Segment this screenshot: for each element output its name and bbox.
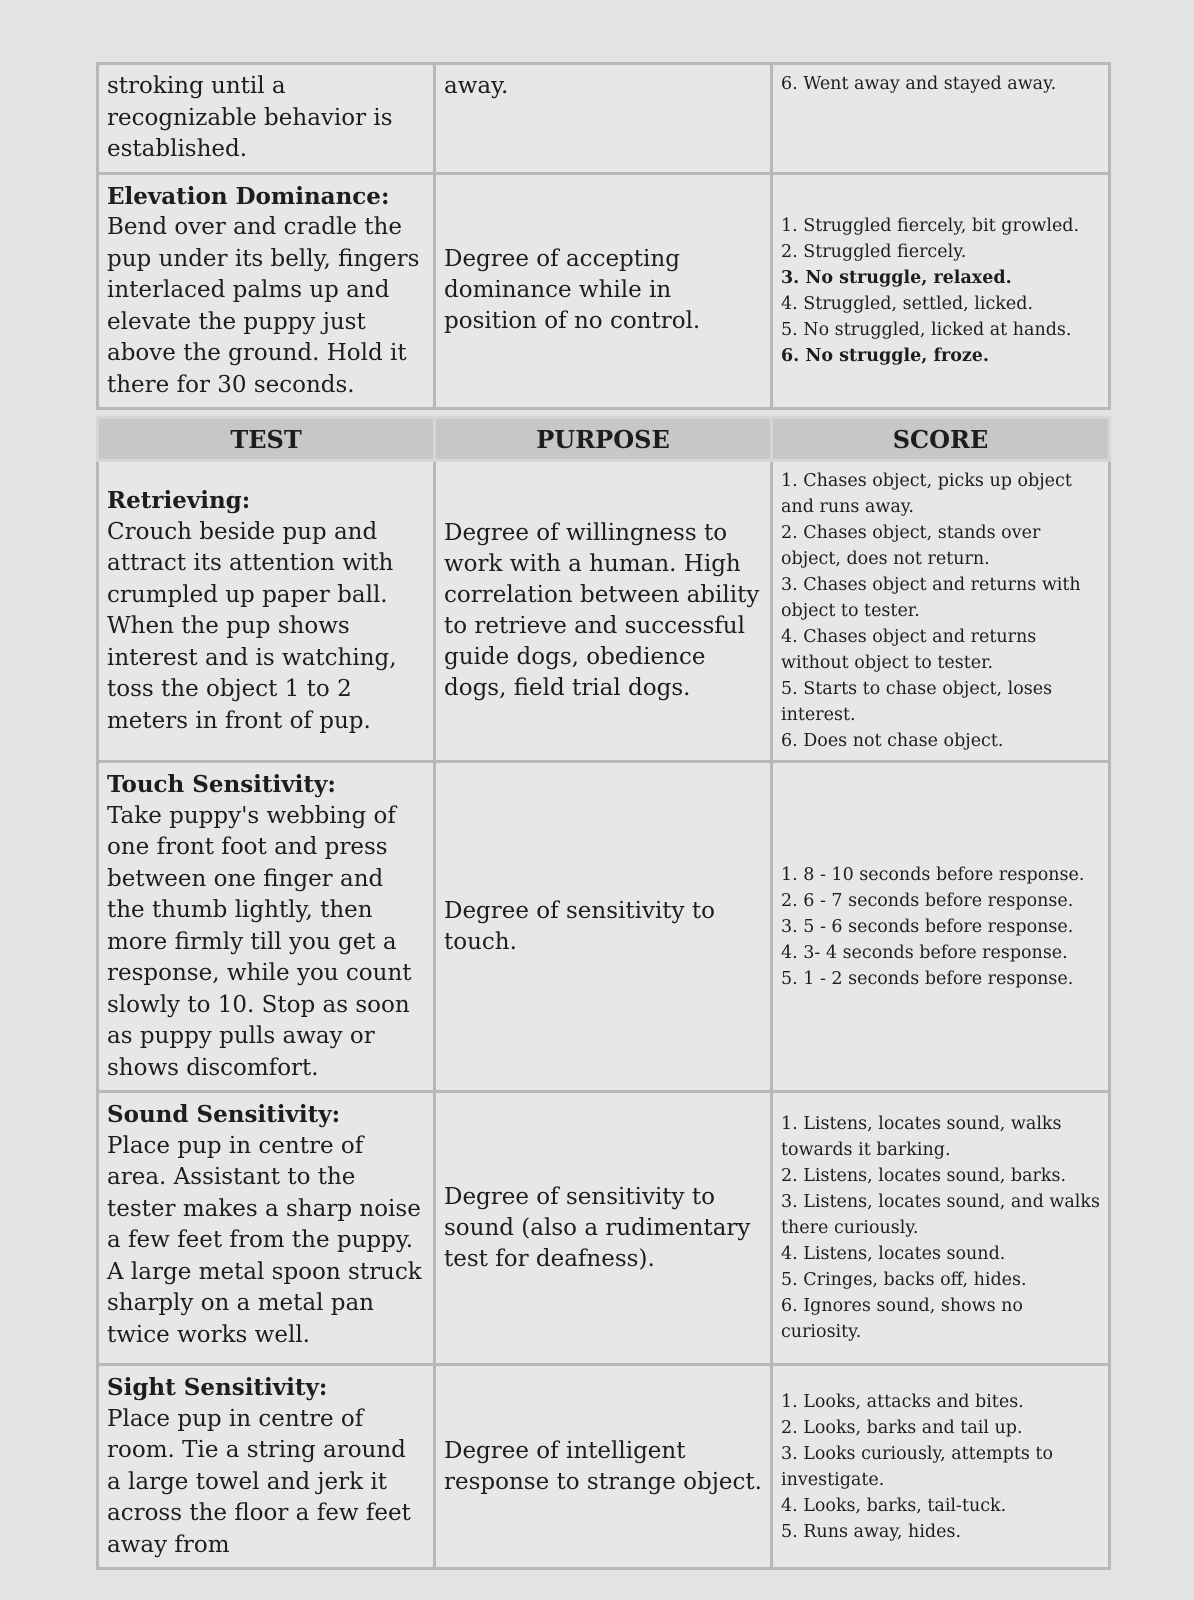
score-list — [781, 468, 1100, 754]
score-item: 1. Listens, locates sound, walks towards it barking. — [781, 1114, 1062, 1160]
test-cell — [98, 1092, 435, 1365]
test-description: Bend over and cradle the pup under its belly, fingers interlaced palms up and elevate the puppy just above the ground. Hold it there for 30 seconds. — [107, 214, 420, 398]
test-title: Sight Sensitivity: — [107, 1374, 328, 1401]
score-cell — [772, 64, 1110, 174]
test-description: Crouch beside pup and attract its attention with crumpled up paper ball. When the pup shows interest and is watching, toss the object 1 to 2 meters in front of pup. — [107, 518, 397, 734]
header-purpose: PURPOSE — [435, 418, 772, 461]
score-item: 6. Ignores sound, shows no curiosity. — [781, 1296, 1023, 1342]
score-item: 2. Looks, barks and tail up. — [781, 1417, 1023, 1438]
score-item: 4. 3- 4 seconds before response. — [781, 942, 1068, 963]
score-item: 2. Chases object, stands over object, does not return. — [781, 523, 1041, 569]
score-item: 3. Listens, locates sound, and walks there curiously. — [781, 1192, 1100, 1238]
test-description: stroking until a recognizable behavior is established. — [107, 73, 393, 162]
score-item: 2. Struggled fiercely. — [781, 241, 967, 262]
score-list — [781, 1111, 1100, 1345]
score-cell — [772, 461, 1110, 762]
score-cell — [772, 1365, 1110, 1569]
test-title: Sound Sensitivity: — [107, 1101, 341, 1128]
purpose-cell: away. — [435, 64, 772, 174]
score-item: 3. 5 - 6 seconds before response. — [781, 916, 1074, 937]
table-row — [98, 461, 1110, 762]
score-item: 5. Runs away, hides. — [781, 1521, 962, 1542]
table-header-row — [98, 418, 1110, 461]
score-list — [781, 71, 1100, 97]
table-row — [98, 64, 1110, 174]
puppy-test-table — [96, 62, 1111, 1570]
score-list — [781, 862, 1100, 992]
table-row — [98, 762, 1110, 1092]
test-cell — [98, 1365, 435, 1569]
score-item: 4. Looks, barks, tail-tuck. — [781, 1495, 1007, 1516]
test-cell — [98, 461, 435, 762]
score-item: 5. 1 - 2 seconds before response. — [781, 968, 1074, 989]
test-cell — [98, 173, 435, 409]
purpose-cell: Degree of accepting dominance while in position of no control. — [435, 173, 772, 409]
score-list — [781, 213, 1100, 369]
score-item: 4. Struggled, settled, licked. — [781, 293, 1034, 314]
score-item: 2. 6 - 7 seconds before response. — [781, 890, 1074, 911]
purpose-cell: Degree of sensitivity to sound (also a rudimentary test for deafness). — [435, 1092, 772, 1365]
score-cell — [772, 762, 1110, 1092]
score-list — [781, 1389, 1100, 1545]
table-row — [98, 173, 1110, 409]
score-item-highlighted: 6. No struggle, froze. — [781, 345, 990, 366]
test-description: Place pup in centre of room. Tie a string around a large towel and jerk it across the floor a few feet away from — [107, 1405, 411, 1558]
test-cell — [98, 762, 435, 1092]
score-item: 1. Chases object, picks up object and runs away. — [781, 471, 1072, 517]
score-item: 1. 8 - 10 seconds before response. — [781, 864, 1085, 885]
score-item: 5. No struggled, licked at hands. — [781, 319, 1072, 340]
header-test: TEST — [98, 418, 435, 461]
score-cell — [772, 173, 1110, 409]
document-page — [96, 62, 1108, 1570]
test-cell — [98, 64, 435, 174]
test-description: Place pup in centre of area. Assistant to the tester makes a sharp noise a few feet from the puppy. A large metal spoon struck sharply on a metal pan twice works well. — [107, 1132, 422, 1348]
score-item: 4. Chases object and returns without object to tester. — [781, 627, 1037, 673]
score-item: 3. Looks curiously, attempts to investigate. — [781, 1443, 1054, 1490]
purpose-cell: Degree of sensitivity to touch. — [435, 762, 772, 1092]
purpose-cell: Degree of willingness to work with a human. High correlation between ability to retrieve and successful guide dogs, obedience dogs, field trial dogs. — [435, 461, 772, 762]
test-title: Retrieving: — [107, 487, 251, 514]
score-item: 2. Listens, locates sound, barks. — [781, 1166, 1067, 1186]
score-item: 5. Cringes, backs off, hides. — [781, 1270, 1027, 1290]
table-row — [98, 1092, 1110, 1365]
purpose-cell: Degree of intelligent response to strange object. — [435, 1365, 772, 1569]
score-cell — [772, 1092, 1110, 1365]
score-item: 1. Looks, attacks and bites. — [781, 1391, 1024, 1412]
test-title: Elevation Dominance: — [107, 182, 390, 210]
table-row — [98, 1365, 1110, 1569]
test-title: Touch Sensitivity: — [107, 771, 336, 798]
score-item: 4. Listens, locates sound. — [781, 1244, 1006, 1264]
score-item: 6. Went away and stayed away. — [781, 74, 1057, 94]
test-description: Take puppy's webbing of one front foot and press between one finger and the thumb lightly, then more firmly till you get a response, while you count slowly to 10. Stop as soon as puppy pulls away or shows discomfort. — [107, 802, 412, 1081]
score-item-highlighted: 3. No struggle, relaxed. — [781, 267, 1012, 288]
header-score: SCORE — [772, 418, 1110, 461]
score-item: 3. Chases object and returns with object to tester. — [781, 575, 1081, 621]
score-item: 1. Struggled fiercely, bit growled. — [781, 215, 1080, 236]
score-item: 5. Starts to chase object, loses interest. — [781, 679, 1053, 725]
score-item: 6. Does not chase object. — [781, 731, 1004, 751]
